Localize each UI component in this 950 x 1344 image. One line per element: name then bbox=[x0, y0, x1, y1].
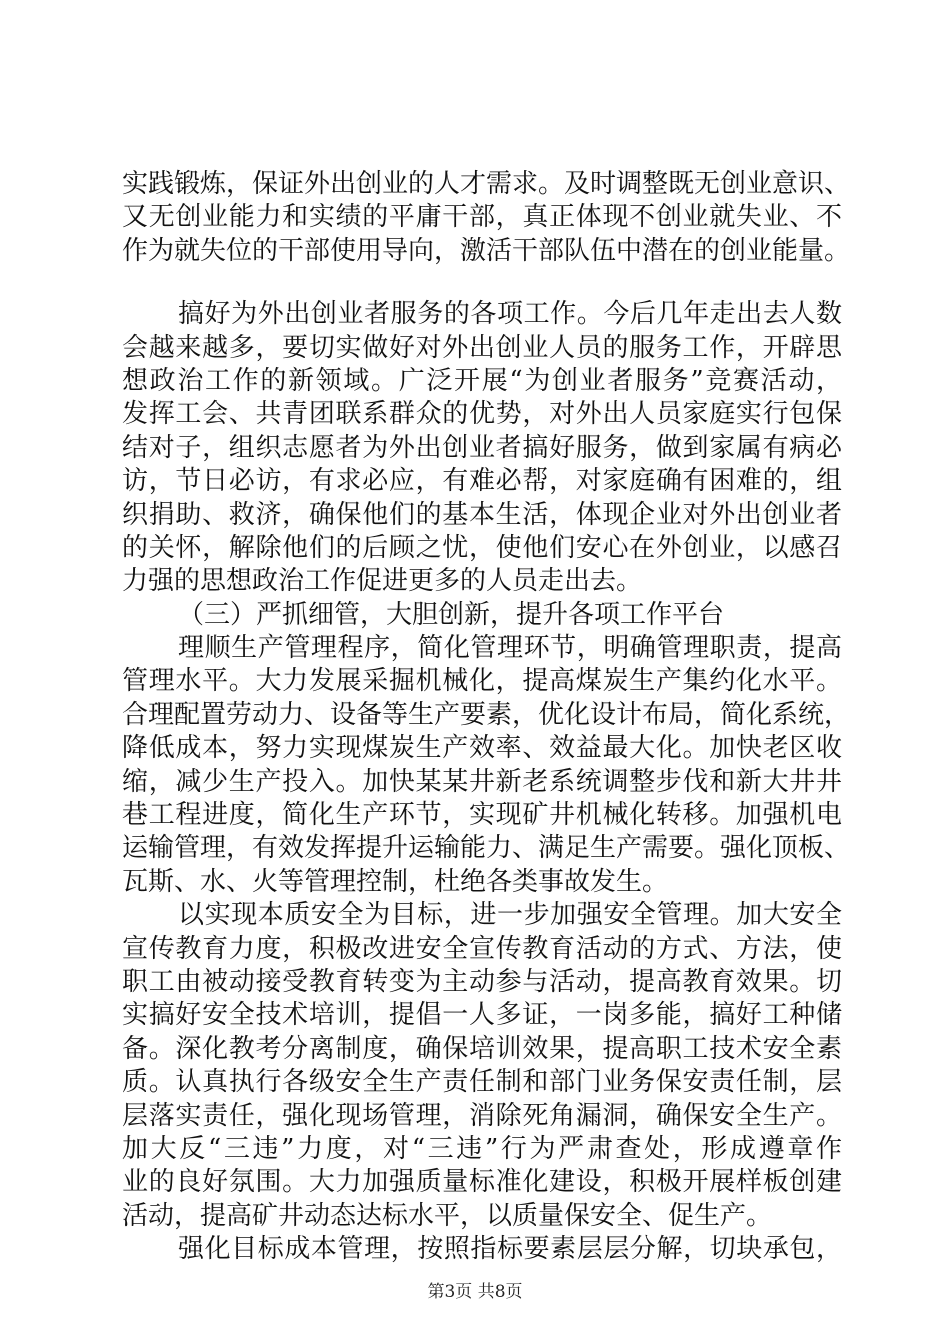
document-body bbox=[122, 168, 851, 1267]
text-line: 缩，减少生产投入。加快某某井新老系统调整步伐和新大井井 bbox=[122, 766, 842, 797]
text-line: 实践锻炼，保证外出创业的人才需求。及时调整既无创业意识、 bbox=[122, 169, 851, 199]
text-line: 业的良好氛围。大力加强质量标准化建设，积极开展样板创建 bbox=[122, 1167, 842, 1198]
text-line: 合理配置劳动力、设备等生产要素，优化设计布局，简化系统， bbox=[122, 699, 851, 730]
text-line: 瓦斯、水、火等管理控制，杜绝各类事故发生。 bbox=[122, 866, 669, 897]
text-line: 理顺生产管理程序，简化管理环节，明确管理职责，提高 bbox=[178, 633, 842, 664]
text-line: 质。认真执行各级安全生产责任制和部门业务保安责任制，层 bbox=[122, 1067, 842, 1098]
text-line: 织捐助、救济，确保他们的基本生活，体现企业对外出创业者 bbox=[122, 499, 842, 530]
text-line: 宣传教育力度，积极改进安全宣传教育活动的方式、方法，使 bbox=[122, 933, 842, 964]
text-line: 实搞好安全技术培训，提倡一人多证，一岗多能，搞好工种储 bbox=[122, 1000, 842, 1031]
paragraph bbox=[122, 298, 842, 599]
text-line: 职工由被动接受教育转变为主动参与活动，提高教育效果。切 bbox=[122, 966, 842, 997]
text-line: 的关怀，解除他们的后顾之忧，使他们安心在外创业，以感召 bbox=[122, 532, 842, 563]
text-line: 强化目标成本管理，按照指标要素层层分解，切块承包， bbox=[178, 1234, 842, 1265]
text-line: 活动，提高矿井动态达标水平，以质量保安全、促生产。 bbox=[122, 1200, 773, 1231]
text-line: 会越来越多，要切实做好对外出创业人员的服务工作，开辟思 bbox=[122, 332, 842, 363]
text-line: 想政治工作的新领域。广泛开展“为创业者服务”竞赛活动， bbox=[122, 365, 842, 396]
text-line: 降低成本，努力实现煤炭生产效率、效益最大化。加快老区收 bbox=[122, 733, 842, 764]
text-line: 访，节日必访，有求必应，有难必帮，对家庭确有困难的，组 bbox=[122, 466, 842, 497]
text-line: 以实现本质安全为目标，进一步加强安全管理。加大安全 bbox=[178, 900, 842, 931]
text-line: 作为就失位的干部使用导向，激活干部队伍中潜在的创业能量。 bbox=[122, 235, 851, 266]
text-line: 运输管理，有效发挥提升运输能力、满足生产需要。强化顶板、 bbox=[122, 833, 851, 864]
text-line: 管理水平。大力发展采掘机械化，提高煤炭生产集约化水平。 bbox=[122, 666, 842, 697]
text-line: 备。深化教考分离制度，确保培训效果，提高职工技术安全素 bbox=[122, 1033, 842, 1064]
paragraph bbox=[122, 899, 842, 1233]
text-line: 巷工程进度，简化生产环节，实现矿井机械化转移。加强机电 bbox=[122, 800, 842, 831]
text-line: 层落实责任，强化现场管理，消除死角漏洞，确保安全生产。 bbox=[122, 1100, 842, 1131]
paragraph-gap bbox=[122, 268, 842, 298]
text-line: 又无创业能力和实绩的平庸干部，真正体现不创业就失业、不 bbox=[122, 202, 842, 233]
text-line: 发挥工会、共青团联系群众的优势，对外出人员家庭实行包保 bbox=[122, 399, 842, 430]
text-line: 力强的思想政治工作促进更多的人员走出去。 bbox=[122, 566, 643, 597]
paragraph bbox=[122, 632, 851, 899]
paragraph bbox=[122, 168, 851, 268]
text-line: 加大反“三违”力度，对“三违”行为严肃查处，形成遵章作 bbox=[122, 1133, 842, 1164]
section-heading: （三）严抓细管，大胆创新，提升各项工作平台 bbox=[178, 599, 725, 630]
text-line: 搞好为外出创业者服务的各项工作。今后几年走出去人数 bbox=[178, 299, 842, 330]
text-line: 结对子，组织志愿者为外出创业者搞好服务，做到家属有病必 bbox=[122, 432, 842, 463]
page-number-footer: 第3页 共8页 bbox=[427, 1282, 523, 1302]
paragraph bbox=[122, 1233, 842, 1266]
